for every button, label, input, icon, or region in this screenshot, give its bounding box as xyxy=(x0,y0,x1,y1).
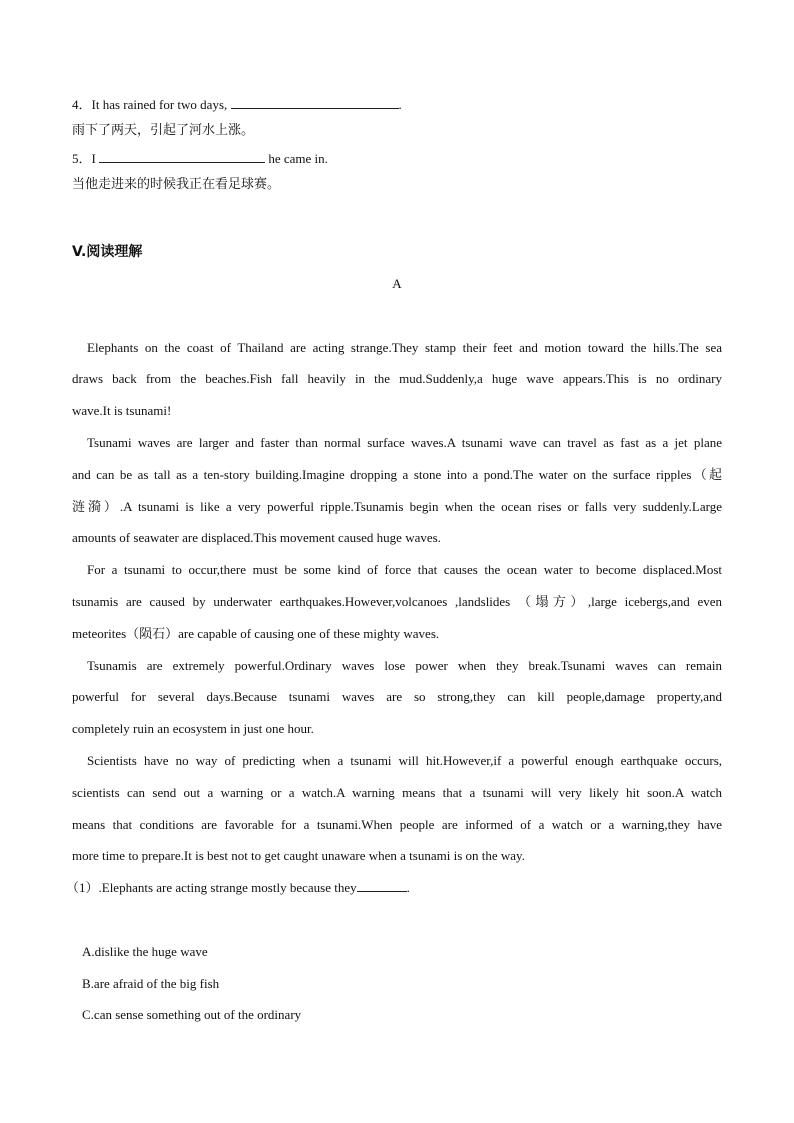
option-a[interactable]: A.dislike the huge wave xyxy=(82,944,208,959)
passage-p5-line-4: more time to prepare.It is best not to get caught unaware when a tsunami is on the way. xyxy=(72,848,525,863)
translation-item-4-chinese: 雨下了两天，引起了河水上涨。 xyxy=(72,123,255,138)
translation-item-4 xyxy=(72,96,402,114)
passage-p4-line-2: powerful for several days.Because tsunami waves are so strong,they can kill people,damage property,and xyxy=(72,689,722,704)
item-prefix: I xyxy=(91,151,96,166)
passage-p5-line-3: means that conditions are favorable for a tsunami.When people are informed of a watch or a warning,they have xyxy=(72,817,722,832)
question-1-stem xyxy=(66,879,410,897)
item-prefix: It has rained for two days, xyxy=(91,97,228,112)
translation-item-5 xyxy=(72,150,328,168)
answer-blank[interactable] xyxy=(231,96,399,109)
passage-p3-line-2: tsunamis are caused by underwater earthquakes.However,volcanoes ,landslides （塌方）,large icebergs,and even xyxy=(72,594,722,609)
section-heading: V.阅读理解 xyxy=(72,244,143,260)
option-b[interactable]: B.are afraid of the big fish xyxy=(82,976,220,991)
passage-p1-line-3: wave.It is tsunami! xyxy=(72,403,172,418)
answer-blank[interactable] xyxy=(99,150,265,163)
passage-p3-line-3: meteorites（陨石）are capable of causing one of these mighty waves. xyxy=(72,626,440,641)
question-suffix: . xyxy=(406,880,410,895)
passage-p2-line-1: Tsunami waves are larger and faster than normal surface waves.A tsunami wave can travel as fast as a jet plane xyxy=(87,435,722,450)
item-number: 5． xyxy=(72,151,92,166)
passage-p4-line-1: Tsunamis are extremely powerful.Ordinary waves lose power when they break.Tsunami waves can remain xyxy=(87,658,722,673)
passage-p1-line-1: Elephants on the coast of Thailand are acting strange.They stamp their feet and motion toward the hills.The sea xyxy=(87,340,722,355)
item-suffix: he came in. xyxy=(268,151,328,166)
translation-item-5-chinese: 当他走进来的时候我正在看足球赛。 xyxy=(72,177,281,192)
item-suffix: . xyxy=(398,97,402,112)
option-c[interactable]: C.can sense something out of the ordinary xyxy=(82,1007,302,1022)
passage-p5-line-1: Scientists have no way of predicting when a tsunami will hit.However,if a powerful enough earthquake occurs, xyxy=(87,753,722,768)
item-number: 4． xyxy=(72,97,92,112)
passage-p2-line-3: 涟漪）.A tsunami is like a very powerful ripple.Tsunamis begin when the ocean rises or falls very suddenly.Large xyxy=(72,499,722,514)
passage-p2-line-4: amounts of seawater are displaced.This movement caused huge waves. xyxy=(72,530,441,545)
passage-p1-line-2: draws back from the beaches.Fish fall heavily in the mud.Suddenly,a huge wave appears.This is no ordinary xyxy=(72,371,722,386)
question-text: （1）.Elephants are acting strange mostly because they xyxy=(66,880,357,895)
passage-p2-line-2: and can be as tall as a ten-story building.Imagine dropping a stone into a pond.The water on the surface ripples（起 xyxy=(72,467,722,482)
passage-p4-line-3: completely ruin an ecosystem in just one hour. xyxy=(72,721,314,736)
answer-blank[interactable] xyxy=(357,879,407,892)
passage-label: A xyxy=(392,276,402,291)
passage-p5-line-2: scientists can send out a warning or a watch.A warning means that a tsunami will very likely hit soon.A watch xyxy=(72,785,722,800)
passage-p3-line-1: For a tsunami to occur,there must be some kind of force that causes the ocean water to become displaced.Most xyxy=(87,562,722,577)
